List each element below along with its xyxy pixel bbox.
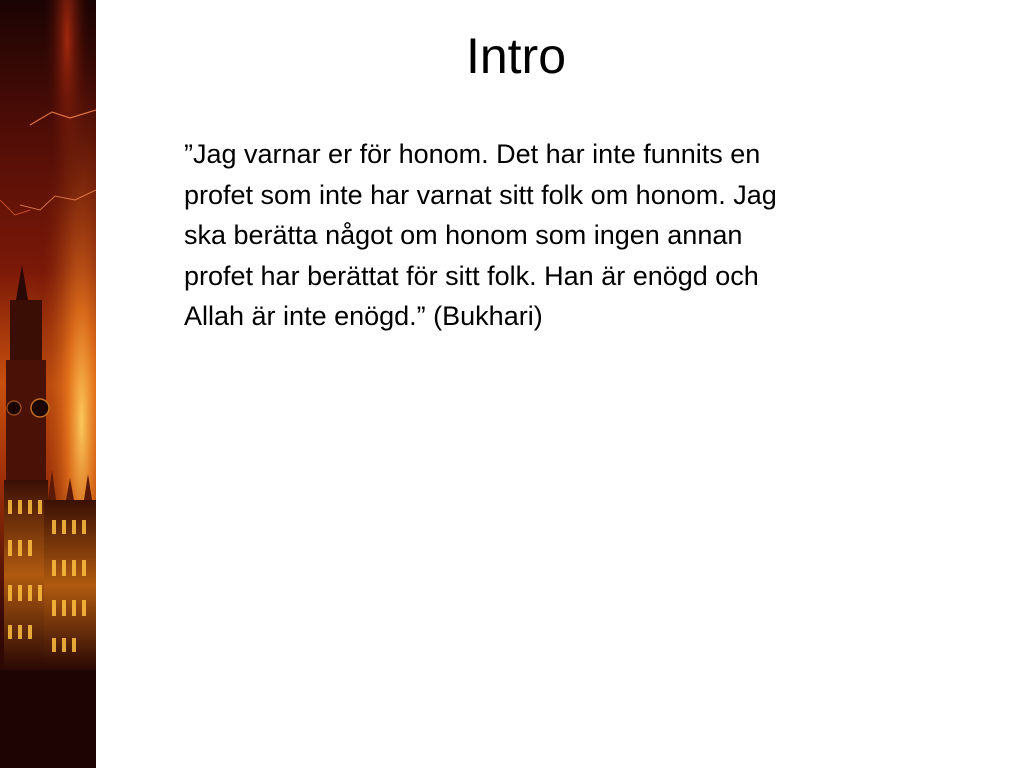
burning-big-ben-image [0, 0, 96, 768]
burning-big-ben-icon [0, 0, 96, 768]
slide-title: Intro [465, 28, 567, 84]
quote-line: profet har berättat för sitt folk. Han är enögd och [184, 260, 759, 291]
quote-line: Allah är inte enögd.” (Bukhari) [184, 301, 543, 331]
quote-line: ”Jag varnar er för honom. Det har inte funnits en [184, 139, 761, 169]
quote-text [184, 134, 884, 337]
quote-line: profet som inte har varnat sitt folk om honom. Jag [184, 179, 777, 210]
quote-line: ska berätta något om honom som ingen annan [184, 220, 743, 250]
